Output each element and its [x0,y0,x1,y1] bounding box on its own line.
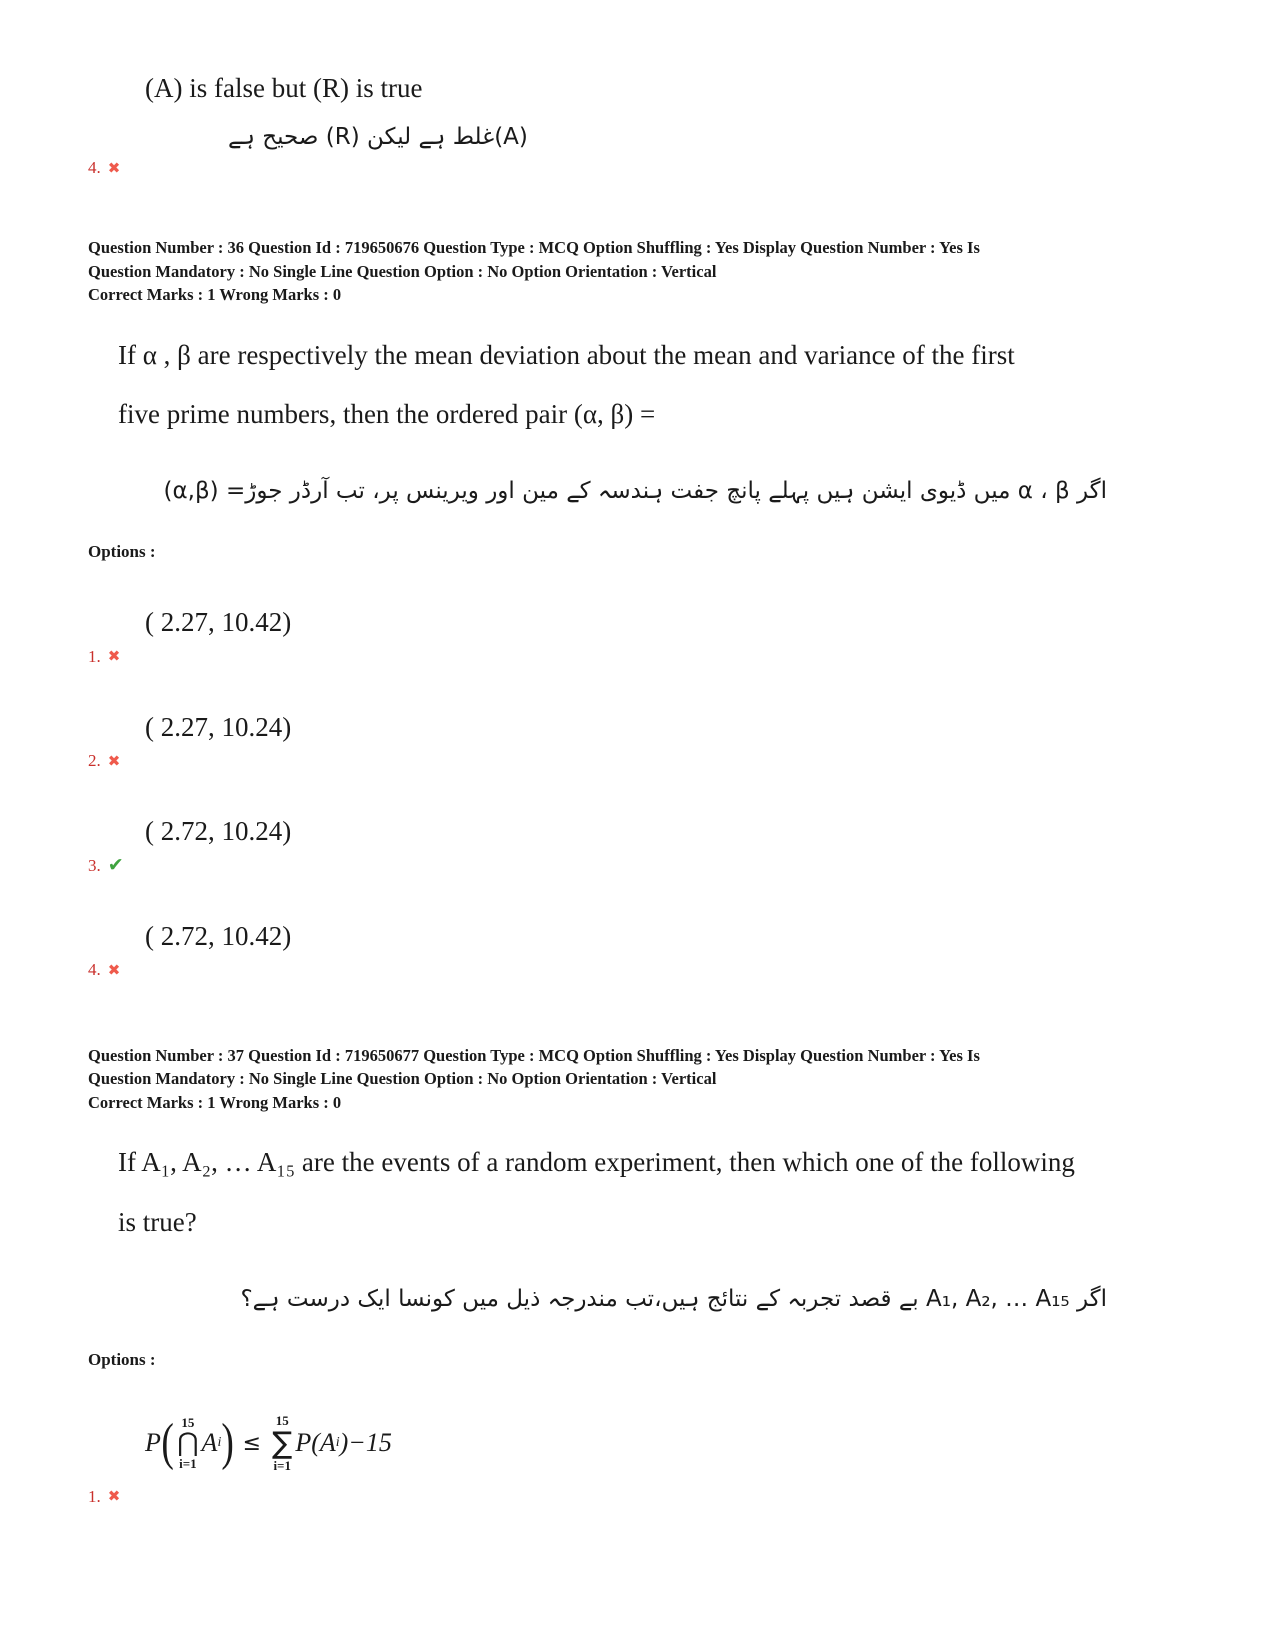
question-text-line-2: five prime numbers, then the ordered pair (α, β) = [118,399,656,430]
option-number: 1. [88,1486,101,1506]
incorrect-mark-icon: ✖ [107,751,121,770]
option-text: ( 2.27, 10.24) [145,711,292,742]
metadata-line-1: Question Number : 37 Question Id : 719650677 Question Type : MCQ Option Shuffling : Yes Display Question Number : Yes Is [88,1046,980,1065]
question37-urdu-text: اگر A₁, A₂, … A₁₅ بے قصد تجربہ کے نتائج ہیں،تب مندرجہ ذیل میں کونسا ایک درست ہے؟ [240,1286,1107,1313]
lower-limit: i=1 [179,1456,197,1472]
incorrect-mark-icon: ✖ [107,647,121,666]
math-P: P [145,1428,161,1458]
question-text-line-1: If A₁, A₂, … A₁₅ are the events of a random experiment, then which one of the following [118,1147,1075,1178]
right-paren: ) [221,1414,235,1472]
question35-option-4 [0,72,1275,178]
options-label: Options : [88,1350,156,1370]
option-text-urdu: (A)غلط ہے لیکن (R) صحیح ہے [228,124,528,151]
question37-body [118,1146,1215,1238]
option-number: 3. [88,855,101,875]
option-marker [88,647,1275,667]
option-text: ( 2.27, 10.42) [145,607,292,638]
option-text: ( 2.72, 10.42) [145,920,292,951]
options-label: Options : [88,542,156,562]
math-A: A [201,1428,218,1458]
incorrect-mark-icon: ✖ [107,1487,121,1506]
q37-option-1 [0,1414,1275,1507]
intersection-icon: ⋂ [177,1427,199,1458]
option-text: ( 2.72, 10.24) [145,816,292,847]
option-number: 1. [88,646,101,666]
less-equal-sign: ≤ [242,1430,262,1456]
metadata-line-2: Question Mandatory : No Single Line Question Option : No Option Orientation : Vertical [88,1069,717,1089]
incorrect-mark-icon: ✖ [107,158,121,177]
incorrect-mark-icon: ✖ [107,960,121,979]
question-text-line-1: If α , β are respectively the mean deviation about the mean and variance of the first [118,339,1015,370]
option-number: 4. [88,158,101,178]
option-marker [88,960,1275,980]
q36-option-2 [0,711,1275,771]
q36-option-4 [0,920,1275,980]
option-marker [88,1487,1275,1507]
option-marker [88,158,1275,178]
sigma-icon: ∑ [272,1425,293,1461]
question36-metadata [88,236,1195,306]
q36-option-3 [0,815,1275,875]
question37-metadata [88,1044,1195,1114]
metadata-marks-line: Correct Marks : 1 Wrong Marks : 0 [88,1092,342,1112]
math-rhs-end: )−15 [339,1428,392,1458]
upper-limit: 15 [181,1415,195,1431]
correct-mark-icon: ✔ [107,854,124,877]
left-paren: ( [161,1414,174,1472]
question36-urdu-text: اگر α ، β میں ڈیوی ایشن ہیں پہلے پانچ جفت ہندسہ کے مین اور ویرینس پر، تب آرڈر جوڑ= (α,β) [163,478,1107,505]
question-text-line-2: is true? [118,1206,197,1237]
option-formula [145,1414,392,1473]
metadata-line-2: Question Mandatory : No Single Line Question Option : No Option Orientation : Vertical [88,261,717,281]
metadata-line-1: Question Number : 36 Question Id : 719650676 Question Type : MCQ Option Shuffling : Yes Display Question Number : Yes Is [88,238,980,258]
option-number: 4. [88,960,101,979]
summation-operator [272,1414,292,1473]
intersection-operator [177,1416,198,1471]
math-rhs: P(A [295,1428,336,1458]
upper-limit: 15 [275,1413,289,1429]
option-marker [88,751,1275,771]
question36-body [118,339,1215,431]
math-sub-i: i [335,1435,340,1451]
math-sub-i: i [217,1435,222,1451]
option-number: 2. [88,751,101,771]
q36-option-1 [0,606,1275,666]
lower-limit: i=1 [273,1458,291,1474]
option-marker [88,856,1275,876]
option-text-english: (A) is false but (R) is true [145,73,423,103]
metadata-marks-line: Correct Marks : 1 Wrong Marks : 0 [88,285,342,305]
